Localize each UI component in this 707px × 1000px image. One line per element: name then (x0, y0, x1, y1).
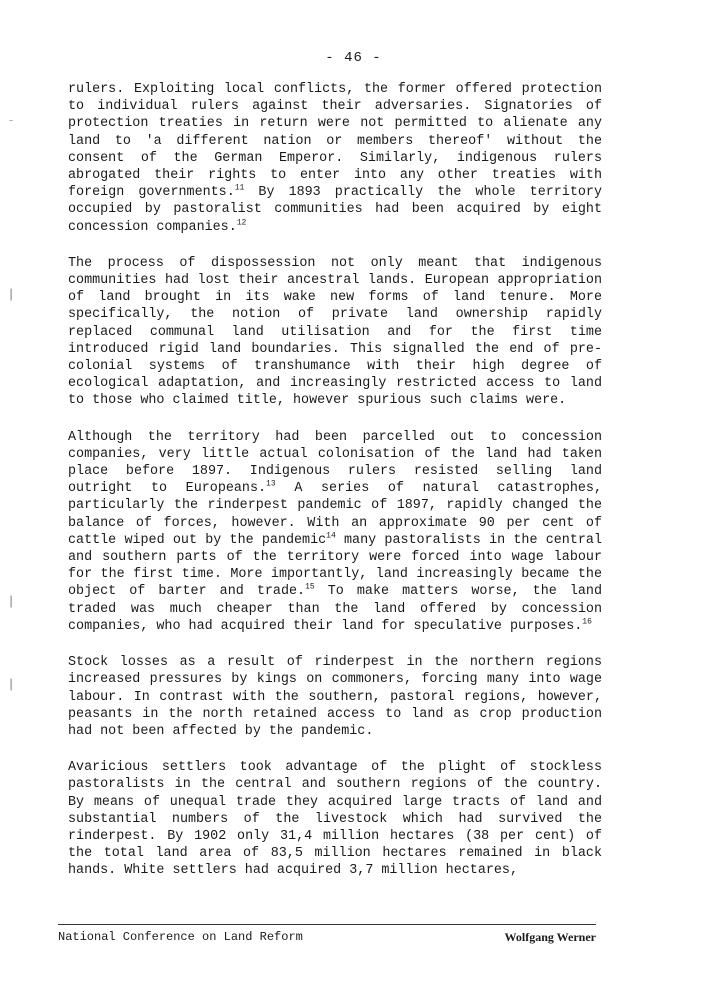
margin-mark: │ (8, 290, 15, 301)
paragraph (68, 81, 602, 236)
paragraph-text: Although the territory had been parcelled out to concession companies, very little actual colonisation of the land had taken place before 1897. Indigenous rulers resisted selling land outright to Europeans. (68, 429, 602, 497)
paragraph-text: Avaricious settlers took advantage of the plight of stockless pastoralists in the central and southern regions of the country. By means of unequal trade they acquired large tracts of land and substantial numbers of the livestock which had survived the rinderpest. By 1902 only 31,4 million hectares (38 per cent) of the total land area of 83,5 million hectares remained in black hands. White settlers had acquired 3,7 million hectares, (68, 760, 602, 879)
footnote-ref: 16 (582, 617, 592, 627)
paragraph-text: To make matters worse, the land traded was much cheaper than the land offered by concession companies, who had acquired their land for speculative purposes. (68, 584, 602, 634)
footer-author: Wolfgang Werner (504, 930, 596, 944)
body-text (68, 81, 602, 899)
footnote-ref: 13 (266, 479, 276, 489)
paragraph-text: Stock losses as a result of rinderpest in the northern regions increased pressures by kings on commoners, forcing many into wage labour. In contrast with the southern, pastoral regions, however, peasants in the north retained access to land as crop production had not been affected by the pandemic. (68, 655, 602, 739)
footnote-ref: 14 (326, 531, 336, 541)
paragraph-text: A series of natural catastrophes, particularly the rinderpest pandemic of 1897, rapidly changed the balance of forces, however. With an approximate 90 per cent of cattle wiped out by the pandemic (68, 481, 602, 548)
paragraph (68, 255, 602, 410)
page-number: - 46 - (325, 50, 382, 66)
paragraph (68, 654, 602, 740)
footnote-ref: 11 (234, 183, 245, 193)
footnote-ref: 15 (305, 583, 315, 593)
paragraph-text: The process of dispossession not only meant that indigenous communities had lost their ancestral lands. European appropriation of land brought in its wake new forms of land tenure. More specifically, the notion of private land ownership rapidly replaced communal land utilisation and for the first time introduced rigid land boundaries. This signalled the end of pre-colonial systems of transhumance with their high degree of ecological adaptation, and increasingly restricted access to land to those who claimed title, however spurious such claims were. (68, 255, 602, 409)
margin-mark: │ (8, 597, 15, 608)
paragraph-text: By 1893 practically the whole territory occupied by pastoralist communities had been acquired by eight concession companies. (68, 185, 602, 235)
margin-mark: │ (8, 680, 15, 691)
paragraph (68, 429, 602, 635)
paragraph-text: many pastoralists in the central and southern parts of the territory were forced into wage labour for the first time. More importantly, land increasingly became the object of barter and trade. (68, 532, 602, 600)
footer-rule (58, 924, 596, 925)
margin-mark: ⁻ (8, 118, 15, 129)
footer-conference-title: National Conference on Land Reform (58, 930, 303, 944)
footer (58, 930, 596, 945)
footnote-ref: 12 (236, 218, 247, 228)
paragraph-text: rulers. Exploiting local conflicts, the former offered protection to individual rulers against their adversaries. Signatories of protection treaties in return were not permitted to alienate any land to 'a different nation or members thereof' without the consent of the German Emperor. Similarly, indigenous rulers abrogated their rights to enter into any other treaties with foreign governments. (68, 82, 602, 201)
paragraph (68, 759, 602, 879)
